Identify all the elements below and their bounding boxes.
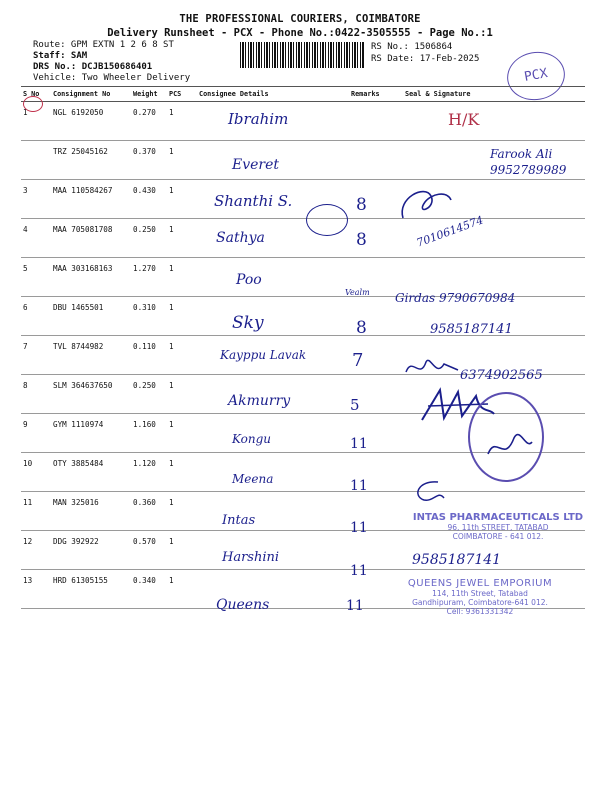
row-consignment: MAA 705081708	[51, 219, 131, 258]
row-sno: 10	[21, 453, 51, 492]
row-consignment: SLM 364637650	[51, 375, 131, 414]
route-label: Route: GPM EXTN 1 2 6 8 ST	[33, 40, 174, 50]
row-sno: 3	[21, 180, 51, 219]
signature-scribble	[408, 476, 448, 506]
intas-stamp	[408, 512, 588, 541]
signature-handwriting: Farook Ali 9952789989	[490, 147, 567, 177]
row-pcs: 1	[167, 492, 197, 531]
row-pcs: 1	[167, 375, 197, 414]
consignee-handwriting: Queens	[216, 597, 270, 613]
consignee-handwriting: Harshini	[222, 550, 280, 565]
row-consignee-cell	[197, 297, 349, 336]
row-pcs: 1	[167, 531, 197, 570]
col-remarks: Remarks	[349, 87, 403, 102]
row-sno	[21, 141, 51, 180]
remark-handwriting: Vealm	[345, 288, 370, 297]
row-pcs: 1	[167, 219, 197, 258]
rs-number: RS No.: 1506864	[371, 42, 453, 52]
row-sno: 11	[21, 492, 51, 531]
col-pcs: PCS	[167, 87, 197, 102]
row-weight: 1.120	[131, 453, 167, 492]
table-row	[21, 180, 585, 219]
row-weight: 1.160	[131, 414, 167, 453]
row-pcs: 1	[167, 297, 197, 336]
table-row	[21, 219, 585, 258]
queens-stamp-name: QUEENS JEWEL EMPORIUM	[407, 578, 553, 589]
intas-stamp-line1: 96, 11th STREET, TATABAD	[447, 523, 549, 532]
row-weight: 0.270	[131, 102, 167, 141]
staff-label: Staff: SAM	[33, 51, 88, 61]
row-sno: 12	[21, 531, 51, 570]
row-consignment: MAA 110584267	[51, 180, 131, 219]
col-consignment: Consignment No	[51, 87, 131, 102]
signature-handwriting: 9585187141	[412, 552, 502, 568]
remark-handwriting: 11	[350, 520, 368, 536]
col-weight: Weight	[131, 87, 167, 102]
intas-stamp-name: INTAS PHARMACEUTICALS LTD	[412, 512, 584, 523]
row-sno: 6	[21, 297, 51, 336]
row-consignment: GYM 1110974	[51, 414, 131, 453]
signature-handwriting: H/K	[448, 110, 480, 129]
signature-handwriting: Girdas 9790670984	[395, 291, 516, 305]
row-remarks-cell	[349, 102, 403, 141]
col-sno: S No	[21, 87, 51, 102]
row-consignment: NGL 6192050	[51, 102, 131, 141]
runsheet-title: Delivery Runsheet - PCX - Phone No.:0422-3505555 - Page No.:1	[107, 27, 493, 39]
row-sno: 1	[21, 102, 51, 141]
rs-date: RS Date: 17-Feb-2025	[371, 54, 480, 64]
vehicle-label: Vehicle: Two Wheeler Delivery	[33, 73, 191, 83]
consignee-handwriting: Intas	[222, 513, 256, 528]
row-pcs: 1	[167, 453, 197, 492]
row-weight: 0.250	[131, 375, 167, 414]
company-title: THE PROFESSIONAL COURIERS, COIMBATORE	[179, 13, 421, 25]
signature-handwriting: 9585187141	[430, 322, 513, 337]
row-remarks-cell	[349, 141, 403, 180]
row-sno: 9	[21, 414, 51, 453]
consignee-handwriting: Sathya	[216, 230, 265, 246]
row-consignment: TVL 8744982	[51, 336, 131, 375]
consignee-handwriting: Kongu	[232, 432, 272, 446]
row-pcs: 1	[167, 102, 197, 141]
row-signature-cell	[403, 102, 585, 141]
row1-circle-mark	[23, 96, 43, 112]
row-consignment: TRZ 25045162	[51, 141, 131, 180]
remark-handwriting: 7	[352, 350, 364, 371]
row-sno: 4	[21, 219, 51, 258]
row-sno: 13	[21, 570, 51, 609]
remark-handwriting: 11	[350, 563, 368, 579]
stamp-signature-scribble	[470, 394, 542, 480]
remark-handwriting: 8	[356, 195, 367, 215]
row-weight: 0.110	[131, 336, 167, 375]
row-consignee-cell	[197, 258, 349, 297]
row-consignment: DDG 392922	[51, 531, 131, 570]
consignee-handwriting: Meena	[232, 472, 274, 486]
row-pcs: 1	[167, 141, 197, 180]
signature-handwriting: 7010614574	[414, 213, 486, 250]
row-weight: 0.310	[131, 297, 167, 336]
row-consignee-cell	[197, 414, 349, 453]
row-consignment: MAA 303168163	[51, 258, 131, 297]
row-sno: 5	[21, 258, 51, 297]
signature-scribble	[395, 178, 455, 226]
row-weight: 0.570	[131, 531, 167, 570]
queens-stamp-line3: Cell: 9361331342	[446, 607, 514, 616]
row-weight: 0.430	[131, 180, 167, 219]
queens-stamp	[380, 578, 580, 616]
remark-handwriting: 11	[350, 478, 368, 494]
drs-number: DRS No.: DCJB150686401	[33, 62, 153, 72]
round-company-stamp	[468, 392, 544, 482]
scribble-circle-mark	[306, 204, 348, 236]
consignee-handwriting: Shanthi S.	[214, 192, 293, 210]
consignee-handwriting: Ibrahim	[228, 110, 289, 128]
table-row	[21, 102, 585, 141]
signature-handwriting: 6374902565	[460, 368, 543, 383]
row-pcs: 1	[167, 570, 197, 609]
row-consignment: HRD 61305155	[51, 570, 131, 609]
row-pcs: 1	[167, 414, 197, 453]
consignee-handwriting: Kayppu Lavak	[220, 348, 307, 362]
row-weight: 0.250	[131, 219, 167, 258]
consignee-handwriting: Sky	[232, 313, 264, 333]
remark-handwriting: 8	[356, 318, 367, 338]
remark-handwriting: 11	[350, 436, 368, 452]
consignee-handwriting: Akmurry	[228, 393, 291, 409]
consignee-handwriting: Poo	[236, 272, 262, 288]
row-sno: 7	[21, 336, 51, 375]
row-weight: 0.370	[131, 141, 167, 180]
row-sno: 8	[21, 375, 51, 414]
queens-stamp-line1: 114, 11th Street, Tatabad	[432, 589, 528, 598]
signature-scribble	[402, 352, 462, 382]
row-pcs: 1	[167, 180, 197, 219]
row-consignment: DBU 1465501	[51, 297, 131, 336]
remark-handwriting: 5	[350, 396, 360, 414]
consignee-handwriting: Everet	[232, 157, 280, 173]
barcode	[240, 42, 364, 68]
row-weight: 1.270	[131, 258, 167, 297]
queens-stamp-line2: Gandhipuram, Coimbatore-641 012.	[412, 598, 548, 607]
row-pcs: 1	[167, 258, 197, 297]
row-consignment: MAN 325016	[51, 492, 131, 531]
col-signature: Seal & Signature	[403, 87, 585, 102]
pcx-stamp-text: PCX	[523, 66, 549, 85]
row-weight: 0.340	[131, 570, 167, 609]
row-weight: 0.360	[131, 492, 167, 531]
intas-stamp-line2: COIMBATORE - 641 012.	[452, 532, 544, 541]
remark-handwriting: 8	[356, 230, 367, 250]
remark-handwriting: 11	[346, 598, 364, 614]
row-pcs: 1	[167, 336, 197, 375]
row-consignee-cell	[197, 492, 349, 531]
table-header-row	[21, 87, 585, 102]
row-consignment: OTY 3885484	[51, 453, 131, 492]
col-consignee: Consignee Details	[197, 87, 349, 102]
